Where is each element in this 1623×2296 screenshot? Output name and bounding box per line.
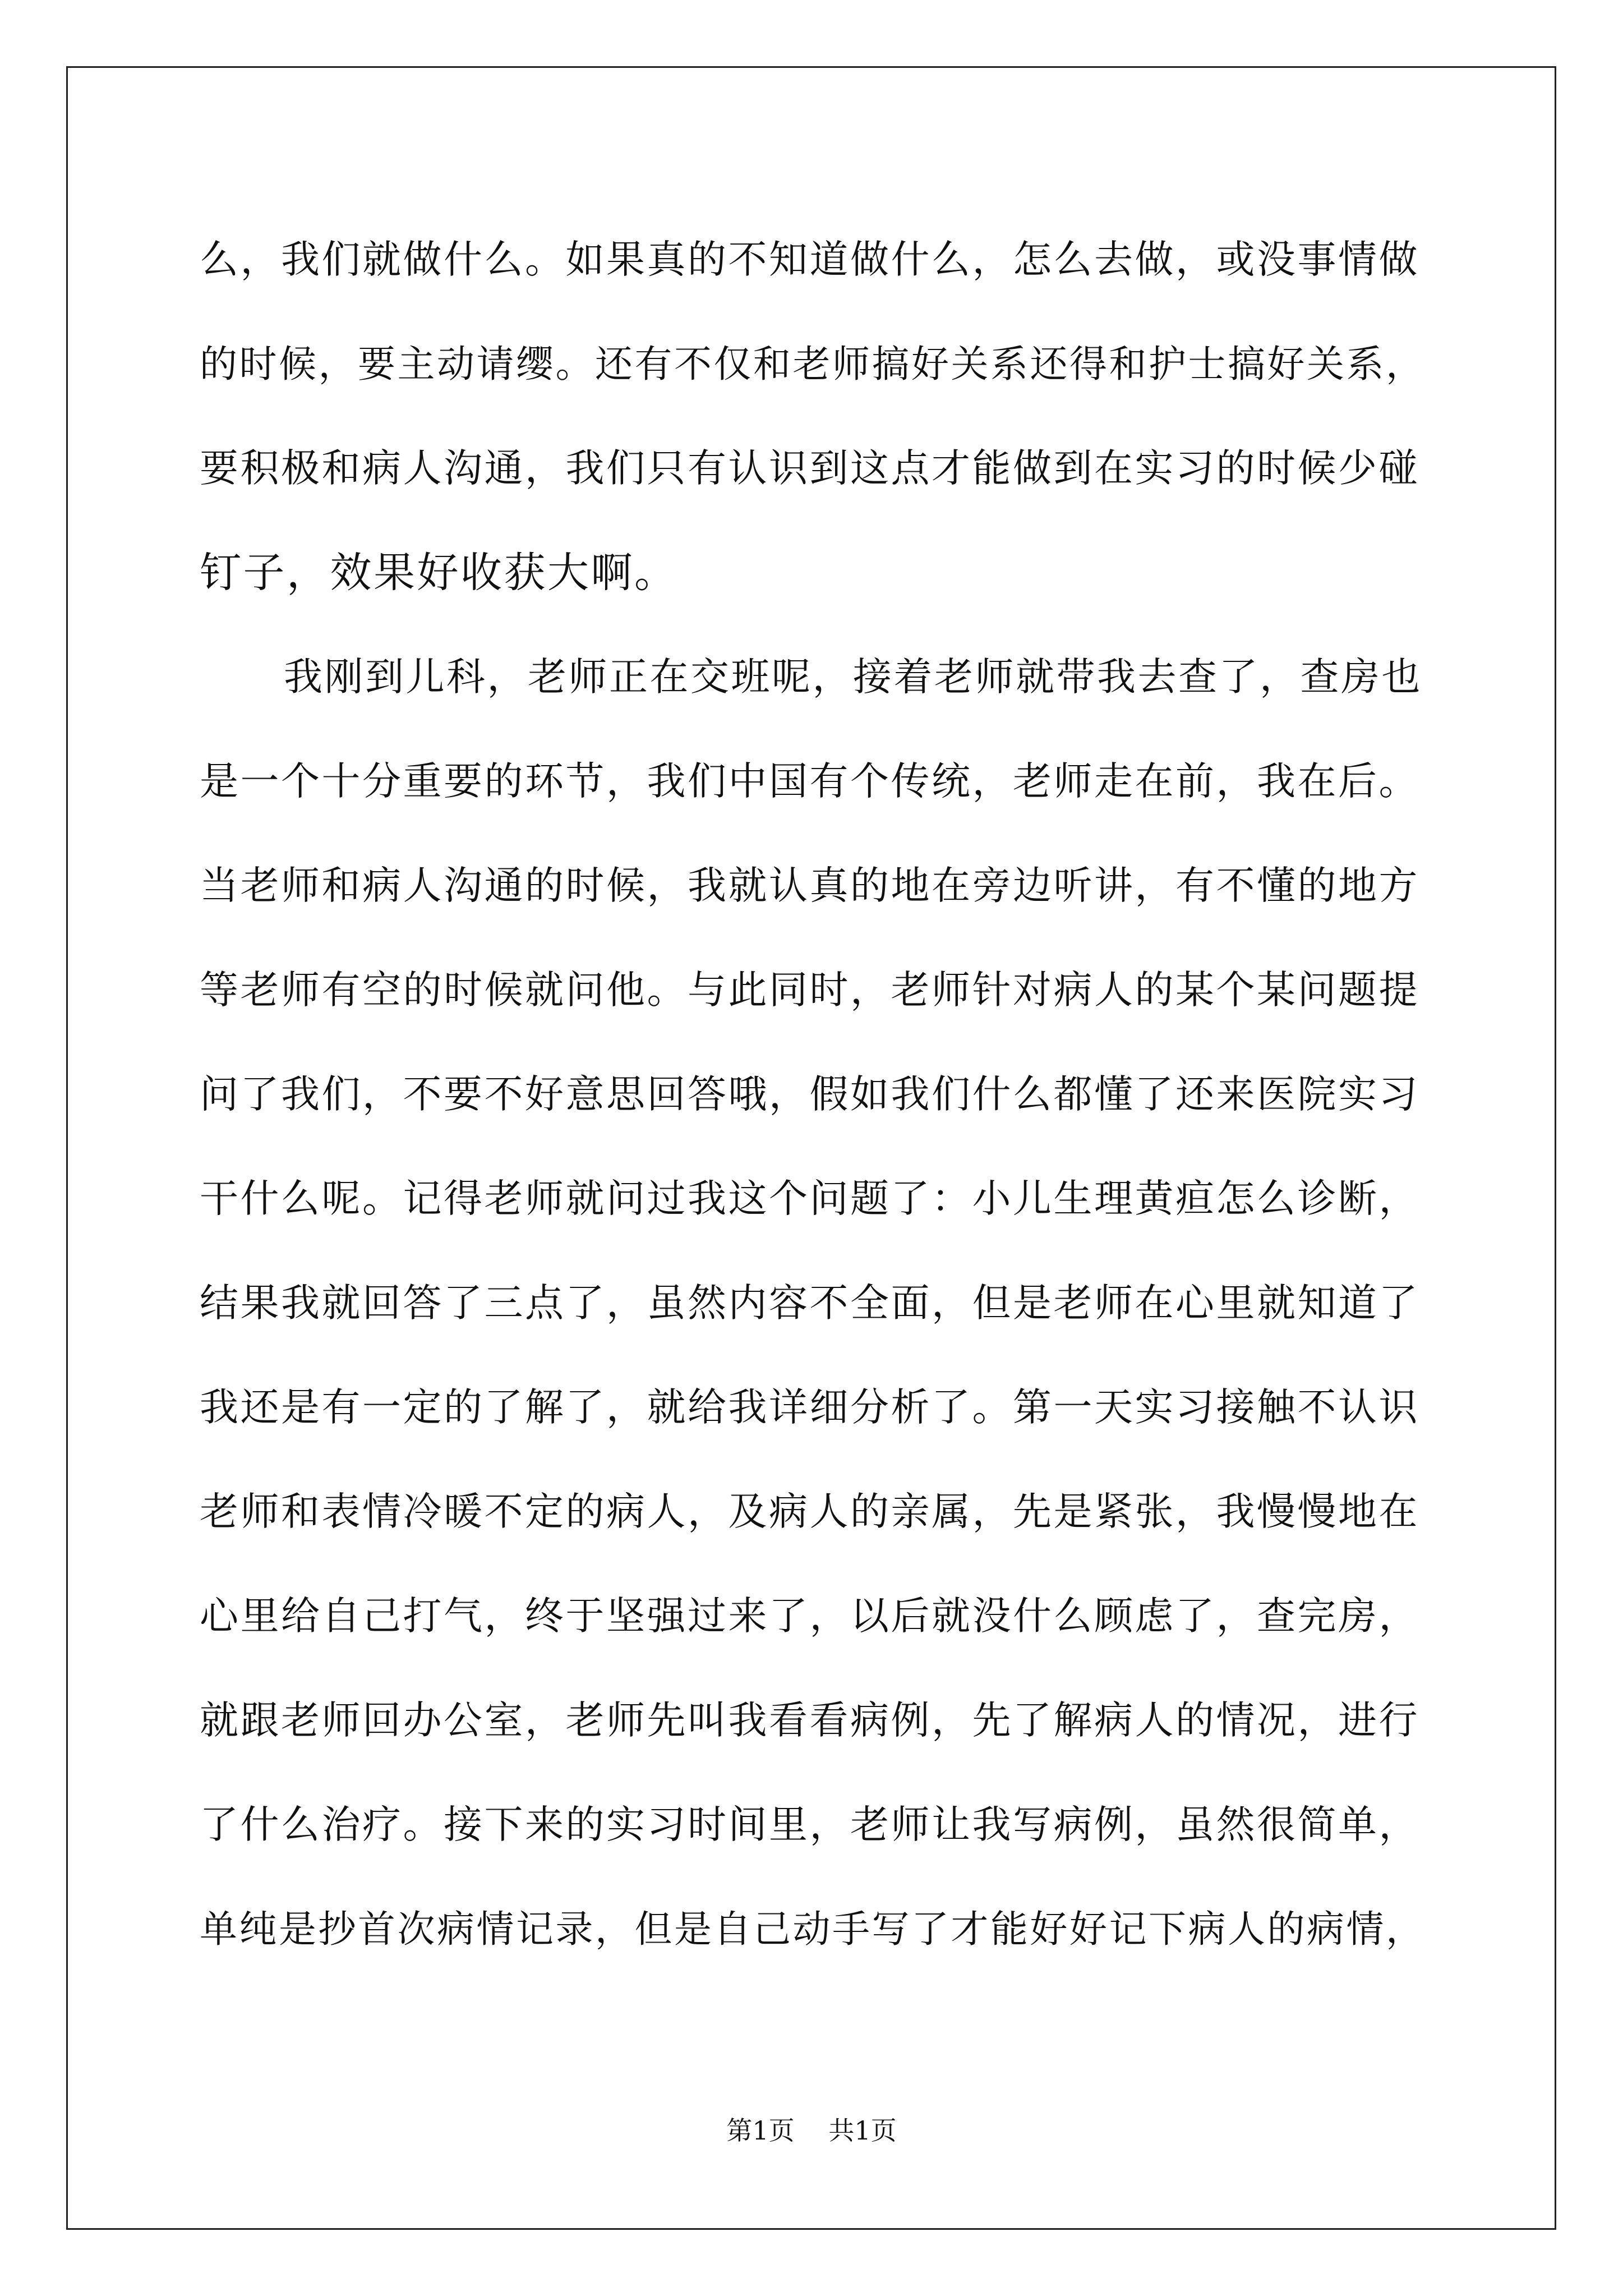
text-line: 问了我们，不要不好意思回答哦，假如我们什么都懂了还来医院实习 [200,1072,1419,1117]
text-line: 等老师有空的时候就问他。与此同时，老师针对病人的某个某问题提 [200,968,1419,1013]
text-line: 了什么治疗。接下来的实习时间里，老师让我写病例，虽然很简单， [200,1802,1419,1847]
text-line: 心里给自己打气，终于坚强过来了，以后就没什么顾虑了，查完房， [200,1594,1419,1639]
text-line: 要积极和病人沟通，我们只有认识到这点才能做到在实习的时候少碰 [200,446,1419,491]
paragraph-first-line: 我刚到儿科，老师正在交班呢，接着老师就带我去查了，查房也 [284,655,1422,700]
text-line: 钉子，效果好收获大啊。 [200,549,678,597]
text-line: 的时候，要主动请缨。还有不仅和老师搞好关系还得和护士搞好关系， [200,342,1426,386]
text-line: 干什么呢。记得老师就问过我这个问题了：小儿生理黄疸怎么诊断， [200,1176,1419,1221]
text-line: 结果我就回答了三点了，虽然内容不全面，但是老师在心里就知道了 [200,1281,1419,1326]
text-line: 老师和表情冷暖不定的病人，及病人的亲属，先是紧张，我慢慢地在 [200,1489,1419,1534]
text-line: 是一个十分重要的环节，我们中国有个传统，老师走在前，我在后。 [200,759,1419,804]
text-line: 我还是有一定的了解了，就给我详细分析了。第一天实习接触不认识 [200,1385,1419,1430]
page-footer [0,2114,1623,2147]
body-text [200,208,1433,1981]
text-line: 当老师和病人沟通的时候，我就认真的地在旁边听讲，有不懂的地方 [200,863,1419,908]
page-total: 共1页 [828,2115,897,2146]
page-number: 第1页 [726,2115,795,2146]
text-line: 单纯是抄首次病情记录，但是自己动手写了才能好好记下病人的病情， [200,1907,1426,1951]
text-line: 么，我们就做什么。如果真的不知道做什么，怎么去做，或没事情做 [200,237,1419,282]
text-line: 就跟老师回办公室，老师先叫我看看病例，先了解病人的情况，进行 [200,1698,1419,1743]
